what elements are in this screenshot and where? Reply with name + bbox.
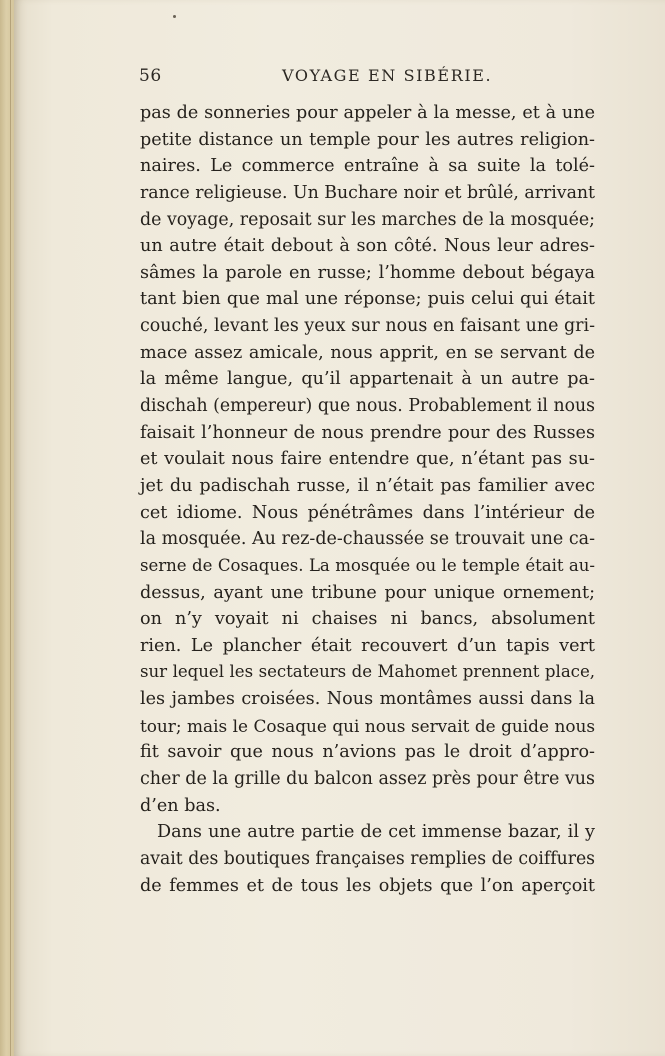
text-line: faisait l’honneur de nous prendre pour des Russes [140,422,595,443]
text-line: on n’y voyait ni chaises ni bancs, absolument [140,609,595,630]
text-line: naires. Le commerce entraîne à sa suite la tolé- [140,156,595,177]
text-line: un autre était debout à son côté. Nous leur adres- [140,236,595,257]
binding-fold-line [10,0,11,1056]
text-line: avait des boutiques françaises remplies de coiffures [140,848,595,869]
page-binding-edge [0,0,14,1056]
text-line: petite distance un temple pour les autres religion- [140,129,595,150]
text-line: sur lequel les sectateurs de Mahomet prennent place, [140,662,595,682]
text-line: de femmes et de tous les objets que l’on aperçoit [140,875,595,896]
text-line: sâmes la parole en russe; l’homme debout bégaya [140,262,595,283]
paragraph-start-line: Dans une autre partie de cet immense bazar, il y [157,822,595,843]
text-line: la même langue, qu’il appartenait à un autre pa- [140,369,595,390]
paragraph-end-line: d’en bas. [140,795,221,816]
text-line: dischah (empereur) que nous. Probablement il nous [140,396,595,417]
text-line: pas de sonneries pour appeler à la messe, et à une [140,103,595,123]
text-line: tant bien que mal une réponse; puis celui qui était [140,289,595,310]
page-header [0,66,665,92]
text-line: rance religieuse. Un Buchare noir et brûlé, arrivant [140,182,595,203]
text-line: couché, levant les yeux sur nous en faisant une gri- [140,316,595,337]
running-title: VOYAGE EN SIBÉRIE. [282,66,493,85]
text-line: la mosquée. Au rez-de-chaussée se trouvait une ca- [140,529,595,550]
text-line: jet du padischah russe, il n’était pas familier avec [140,475,595,496]
ink-speck [173,15,176,18]
text-line: de voyage, reposait sur les marches de la mosquée; [140,209,595,230]
text-line: mace assez amicale, nous apprit, en se servant de [140,342,595,363]
text-line: cher de la grille du balcon assez près pour être vus [140,769,595,790]
text-line: dessus, ayant une tribune pour unique ornement; [140,582,595,603]
text-line: cet idiome. Nous pénétrâmes dans l’intérieur de [140,502,595,523]
text-line: rien. Le plancher était recouvert d’un tapis vert [140,635,595,656]
body-text [140,100,595,899]
text-line: fit savoir que nous n’avions pas le droit d’appro- [140,742,595,763]
text-line: serne de Cosaques. La mosquée ou le temple était au- [140,555,595,575]
text-line: les jambes croisées. Nous montâmes aussi dans la [140,689,595,710]
page-number: 56 [139,66,162,86]
text-line: tour; mais le Cosaque qui nous servait de guide nous [140,715,595,736]
text-line: et voulait nous faire entendre que, n’étant pas su- [140,449,595,470]
